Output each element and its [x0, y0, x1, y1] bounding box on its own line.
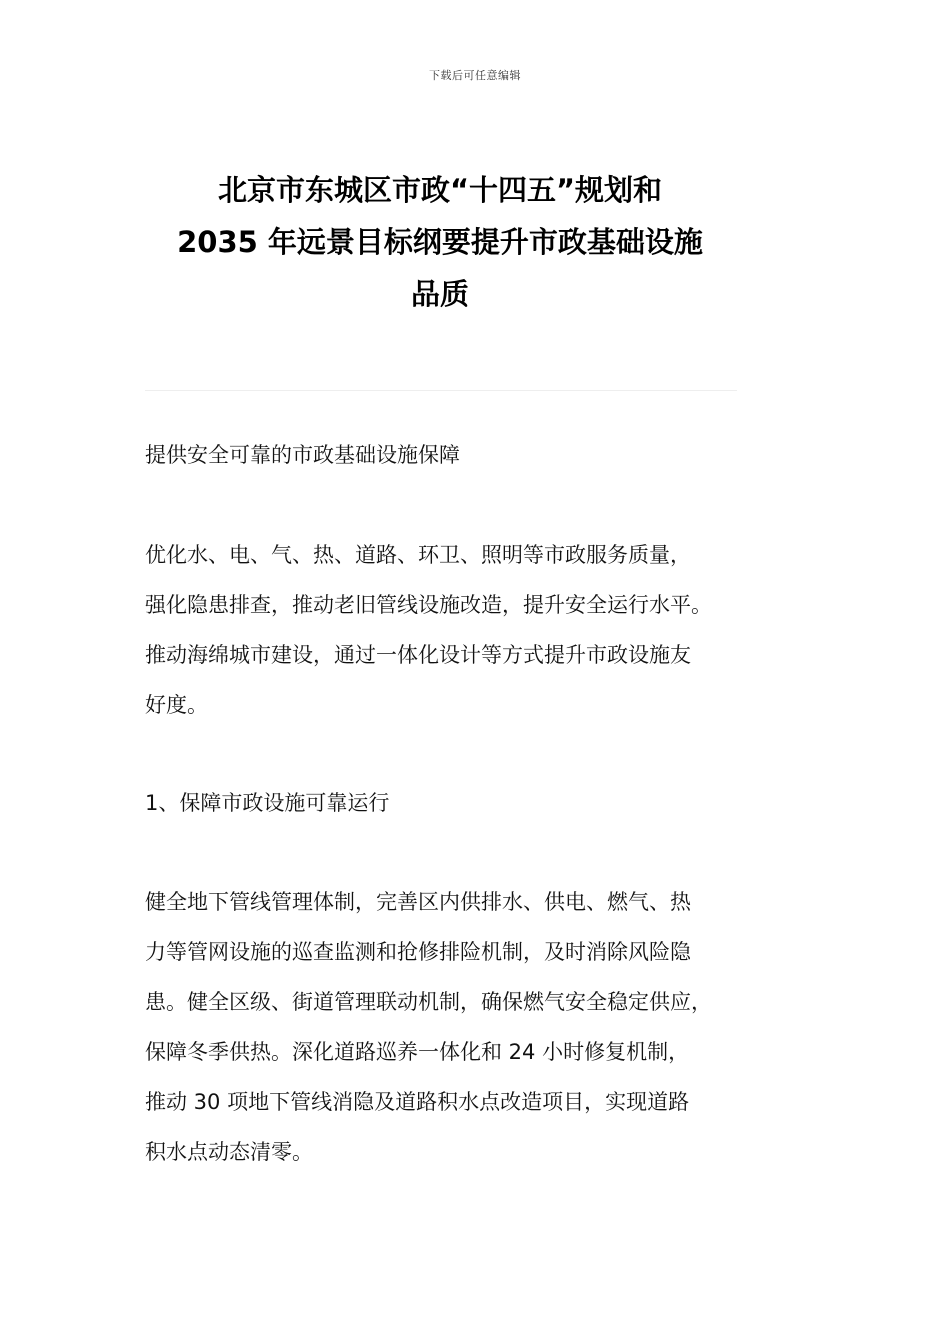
title-line: 北京市东城区市政“十四五”规划和: [217, 173, 663, 207]
paragraph-line: 强化隐患排查，推动老旧管线设施改造，提升安全运行水平。: [145, 593, 712, 617]
subheading-1: 1、保障市政设施可靠运行: [145, 791, 390, 815]
paragraph-line: 患。健全区级、街道管理联动机制，确保燃气安全稳定供应，: [145, 990, 712, 1014]
title-divider: [145, 390, 737, 391]
paragraph-line: 力等管网设施的巡查监测和抢修排险机制，及时消除风险隐: [145, 940, 691, 964]
paragraph-line: 好度。: [145, 693, 208, 717]
paragraph-line: 推动海绵城市建设，通过一体化设计等方式提升市政设施友: [145, 643, 691, 667]
paragraph-line: 推动 30 项地下管线消隐及道路积水点改造项目，实现道路: [145, 1090, 690, 1114]
title-line: 品质: [410, 277, 469, 311]
page-header-note: 下载后可任意编辑: [429, 69, 521, 82]
paragraph-line: 优化水、电、气、热、道路、环卫、照明等市政服务质量，: [145, 543, 691, 567]
document-title: [140, 164, 740, 320]
paragraph-line: 健全地下管线管理体制，完善区内供排水、供电、燃气、热: [145, 890, 691, 914]
paragraph-line: 积水点动态清零。: [145, 1140, 313, 1164]
section-heading: 提供安全可靠的市政基础设施保障: [145, 443, 460, 467]
title-line: 2035 年远景目标纲要提升市政基础设施: [177, 225, 703, 259]
paragraph-line: 保障冬季供热。深化道路巡养一体化和 24 小时修复机制，: [145, 1040, 690, 1064]
paragraph-2: [145, 877, 755, 1177]
paragraph-1: [145, 530, 755, 730]
